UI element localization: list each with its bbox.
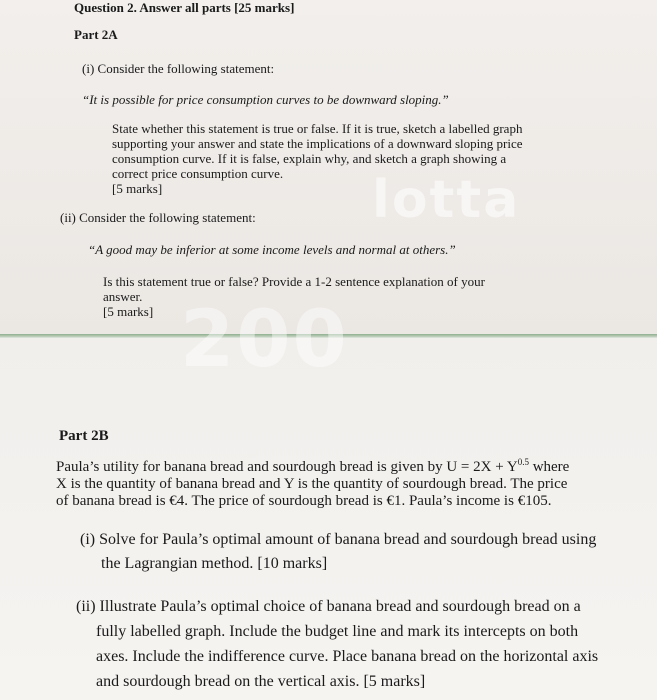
part-2b-intro-line xyxy=(56,454,569,476)
q2-instructions-line: Is this statement true or false? Provide a 1-2 sentence explanation of your xyxy=(103,274,485,289)
part-2b-q1 xyxy=(80,528,596,576)
part-2b-q2-line: axes. Include the indifference curve. Place banana bread on the horizontal axis xyxy=(96,648,599,665)
part-2b-q2-line: and sourdough bread on the vertical axis. [5 marks] xyxy=(96,673,426,690)
part-2b-q1-line: the Lagrangian method. [10 marks] xyxy=(101,555,328,572)
question-title: Question 2. Answer all parts [25 marks] xyxy=(74,0,295,15)
q2-intro: (ii) Consider the following statement: xyxy=(60,210,256,225)
q2-marks: [5 marks] xyxy=(103,304,154,319)
q2-instructions-line: answer. xyxy=(103,289,143,304)
part-2b-q1-line: (i) Solve for Paula’s optimal amount of banana bread and sourdough bread using xyxy=(80,531,597,548)
part-2b-q2-line: (ii) Illustrate Paula’s optimal choice of banana bread and sourdough bread on a xyxy=(76,598,581,615)
watermark-text: lotta xyxy=(372,170,521,230)
part-2a-heading: Part 2A xyxy=(74,27,118,42)
q1-instructions-line: consumption curve. If it is false, explain why, and sketch a graph showing a xyxy=(112,151,507,166)
part-2b-intro-line: X is the quantity of banana bread and Y is the quantity of sourdough bread. The price xyxy=(56,476,568,492)
utility-exponent: 0.5 xyxy=(517,457,529,467)
q1-instructions xyxy=(112,121,523,196)
part-2b-q2-line: fully labelled graph. Include the budget line and mark its intercepts on both xyxy=(96,623,579,640)
q1-intro: (i) Consider the following statement: xyxy=(82,61,275,76)
part-2b-intro-line: of banana bread is €4. The price of sourdough bread is €1. Paula’s income is €105. xyxy=(56,493,552,509)
part-2b-intro xyxy=(56,454,569,510)
part-2b-heading: Part 2B xyxy=(59,428,109,444)
q2-quote: “A good may be inferior at some income levels and normal at others.” xyxy=(88,242,456,257)
q1-instructions-line: State whether this statement is true or false. If it is true, sketch a labelled graph xyxy=(112,121,523,136)
part-2b-q2 xyxy=(76,594,598,694)
utility-text: Paula’s utility for banana bread and sourdough bread is given by U = 2X + Y xyxy=(56,459,518,475)
q1-quote: “It is possible for price consumption curves to be downward sloping.” xyxy=(82,92,449,107)
q2-instructions xyxy=(103,274,485,319)
q1-marks: [5 marks] xyxy=(112,181,163,196)
q1-instructions-line: supporting your answer and state the implications of a downward sloping price xyxy=(112,136,523,151)
q1-instructions-line: correct price consumption curve. xyxy=(112,166,284,181)
utility-text-end: where xyxy=(528,459,570,475)
watermark-text: 200 xyxy=(180,295,349,385)
